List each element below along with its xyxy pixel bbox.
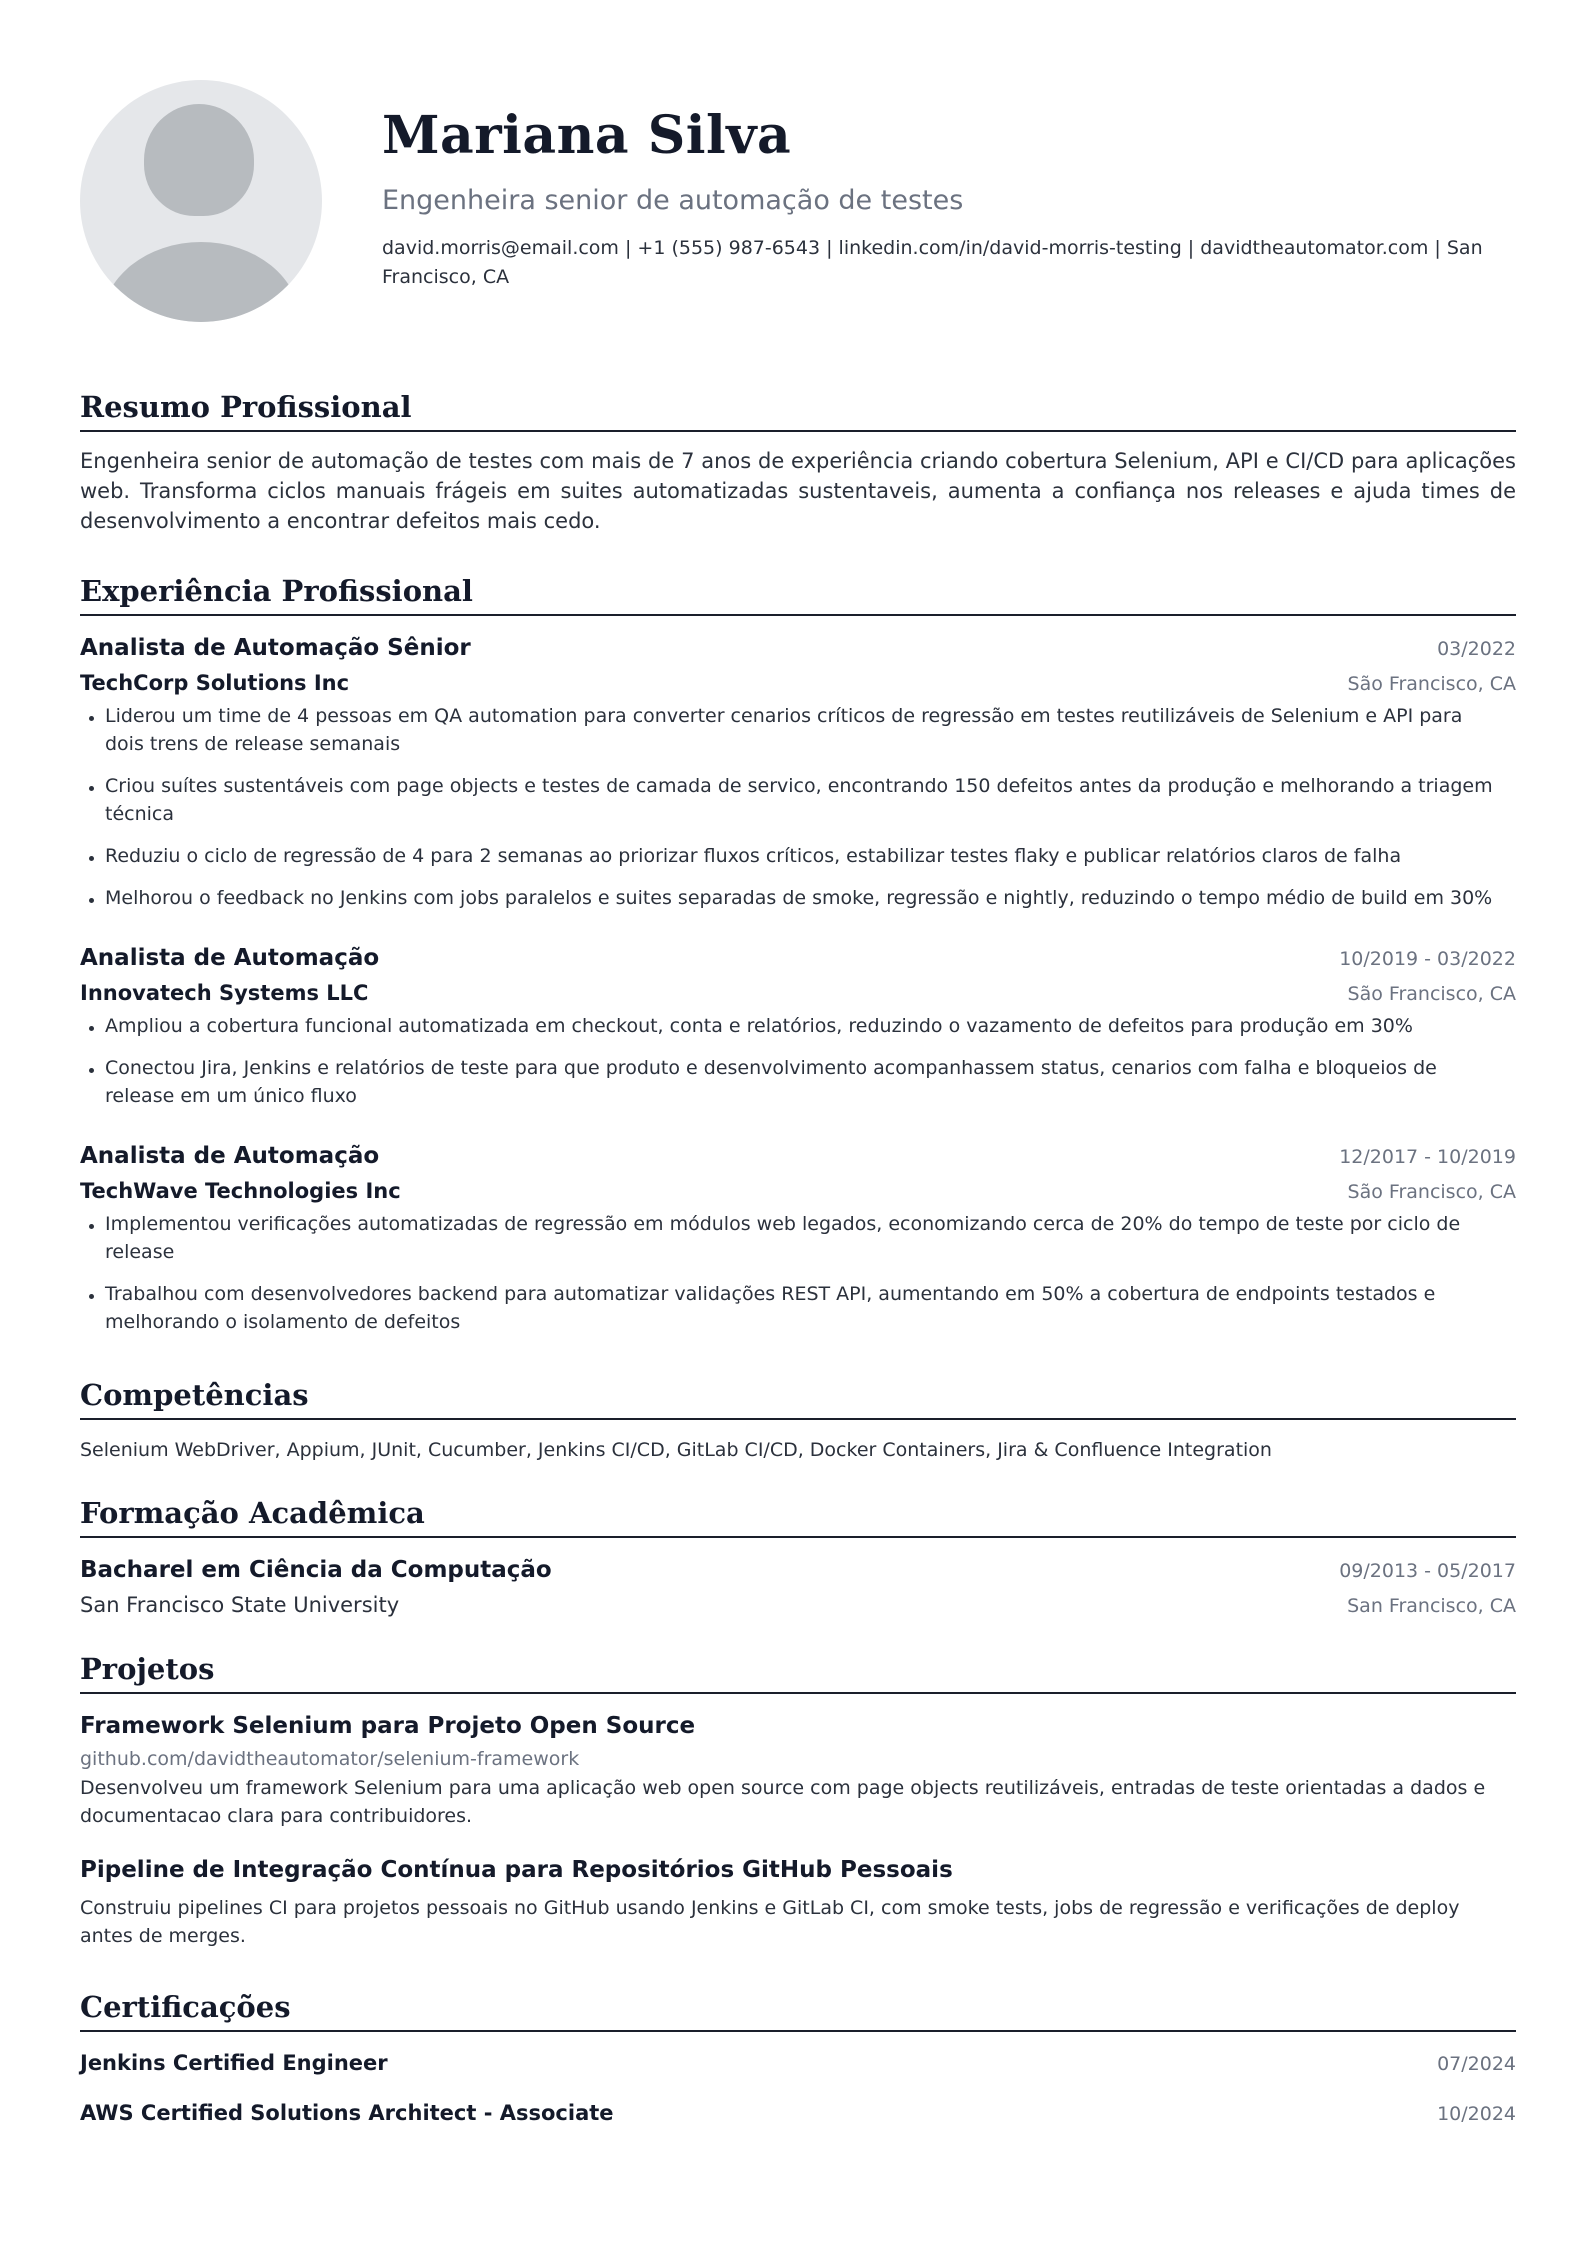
job-entry bbox=[80, 630, 1516, 912]
job-role: Analista de Automação bbox=[80, 945, 380, 971]
job-location: São Francisco, CA bbox=[1347, 983, 1516, 1005]
project-entry bbox=[80, 1852, 1516, 1950]
job-company: TechWave Technologies Inc bbox=[80, 1179, 401, 1203]
job-entry bbox=[80, 940, 1516, 1110]
job-role: Analista de Automação Sênior bbox=[80, 635, 471, 661]
degree-date: 09/2013 - 05/2017 bbox=[1339, 1560, 1516, 1582]
contact-line: david.morris@email.com | +1 (555) 987-6543 | linkedin.com/in/david-morris-testing | davidtheautomator.com | San Francisco, CA bbox=[382, 237, 1483, 288]
experience-section bbox=[80, 572, 1516, 1336]
certification-name: Jenkins Certified Engineer bbox=[80, 2051, 388, 2075]
project-entry bbox=[80, 1708, 1516, 1830]
job-entry bbox=[80, 1138, 1516, 1336]
summary-section bbox=[80, 388, 1516, 536]
candidate-name: Mariana Silva bbox=[382, 105, 792, 166]
job-date: 12/2017 - 10/2019 bbox=[1339, 1146, 1516, 1168]
job-bullet: Ampliou a cobertura funcional automatizada em checkout, conta e relatórios, reduzindo o vazamento de defeitos para produção em 30% bbox=[105, 1012, 1516, 1040]
job-bullet: Criou suítes sustentáveis com page objects e testes de camada de servico, encontrando 150 defeitos antes da produção e melhorando a triagem técnica bbox=[105, 772, 1516, 828]
section-title: Projetos bbox=[80, 1650, 1516, 1694]
certification-date: 10/2024 bbox=[1437, 2103, 1516, 2125]
degree-name: Bacharel em Ciência da Computação bbox=[80, 1557, 552, 1583]
job-bullets bbox=[80, 702, 1516, 912]
summary-text: Engenheira senior de automação de testes com mais de 7 anos de experiência criando cobertura Selenium, API e CI/CD para aplicações web. Transforma ciclos manuais frágeis em suites automatizadas sustentaveis, aumenta a confiança nos releases e ajuda times de desenvolvimento a encontrar defeitos mais cedo. bbox=[80, 449, 1516, 533]
candidate-title: Engenheira senior de automação de testes bbox=[382, 185, 964, 216]
header-text bbox=[382, 106, 1516, 292]
job-bullet: Trabalhou com desenvolvedores backend para automatizar validações REST API, aumentando em 50% a cobertura de endpoints testados e melhorando o isolamento de defeitos bbox=[105, 1280, 1516, 1336]
job-bullet: Liderou um time de 4 pessoas em QA automation para converter cenarios críticos de regressão em testes reutilizáveis de Selenium e API para dois trens de release semanais bbox=[105, 702, 1516, 758]
job-location: São Francisco, CA bbox=[1347, 1181, 1516, 1203]
project-title: Pipeline de Integração Contínua para Repositórios GitHub Pessoais bbox=[80, 1857, 953, 1883]
certification-date: 07/2024 bbox=[1437, 2053, 1516, 2075]
school-location: San Francisco, CA bbox=[1347, 1595, 1516, 1617]
job-role: Analista de Automação bbox=[80, 1143, 380, 1169]
school-name: San Francisco State University bbox=[80, 1593, 400, 1617]
job-bullets bbox=[80, 1012, 1516, 1110]
job-bullet: Implementou verificações automatizadas de regressão em módulos web legados, economizando cerca de 20% do tempo de teste por ciclo de release bbox=[105, 1210, 1516, 1266]
section-title: Resumo Profissional bbox=[80, 388, 1516, 432]
projects-section bbox=[80, 1650, 1516, 1950]
project-title: Framework Selenium para Projeto Open Source bbox=[80, 1713, 696, 1739]
section-title: Competências bbox=[80, 1376, 1516, 1420]
certifications-section bbox=[80, 1988, 1516, 2130]
job-bullet: Conectou Jira, Jenkins e relatórios de teste para que produto e desenvolvimento acompanhassem status, cenarios com falha e bloqueios de release em um único fluxo bbox=[105, 1054, 1516, 1110]
job-date: 10/2019 - 03/2022 bbox=[1339, 948, 1516, 970]
job-date: 03/2022 bbox=[1437, 638, 1516, 660]
education-section bbox=[80, 1494, 1516, 1622]
project-description: Construiu pipelines CI para projetos pessoais no GitHub usando Jenkins e GitLab CI, com smoke tests, jobs de regressão e verificações de deploy antes de merges. bbox=[80, 1897, 1460, 1947]
project-description: Desenvolveu um framework Selenium para uma aplicação web open source com page objects reutilizáveis, entradas de teste orientadas a dados e documentacao clara para contribuidores. bbox=[80, 1777, 1486, 1827]
job-company: Innovatech Systems LLC bbox=[80, 981, 369, 1005]
job-location: São Francisco, CA bbox=[1347, 673, 1516, 695]
job-bullets bbox=[80, 1210, 1516, 1336]
skills-section bbox=[80, 1376, 1516, 1464]
section-title: Experiência Profissional bbox=[80, 572, 1516, 616]
project-link[interactable]: github.com/davidtheautomator/selenium-framework bbox=[80, 1748, 580, 1770]
skills-list: Selenium WebDriver, Appium, JUnit, Cucumber, Jenkins CI/CD, GitLab CI/CD, Docker Containers, Jira & Confluence Integration bbox=[80, 1439, 1272, 1461]
avatar-head-shape bbox=[144, 104, 254, 216]
section-title: Formação Acadêmica bbox=[80, 1494, 1516, 1538]
avatar bbox=[80, 80, 322, 322]
section-title: Certificações bbox=[80, 1988, 1516, 2032]
job-bullet: Melhorou o feedback no Jenkins com jobs paralelos e suites separadas de smoke, regressão e nightly, reduzindo o tempo médio de build em 30% bbox=[105, 884, 1516, 912]
resume-header bbox=[80, 80, 1516, 322]
certification-entry bbox=[80, 2096, 1516, 2130]
job-company: TechCorp Solutions Inc bbox=[80, 671, 350, 695]
job-bullet: Reduziu o ciclo de regressão de 4 para 2 semanas ao priorizar fluxos críticos, estabilizar testes flaky e publicar relatórios claros de falha bbox=[105, 842, 1516, 870]
avatar-shoulders-shape bbox=[102, 242, 300, 322]
resume-page bbox=[80, 80, 1516, 2130]
certification-name: AWS Certified Solutions Architect - Associate bbox=[80, 2101, 614, 2125]
certification-entry bbox=[80, 2046, 1516, 2080]
